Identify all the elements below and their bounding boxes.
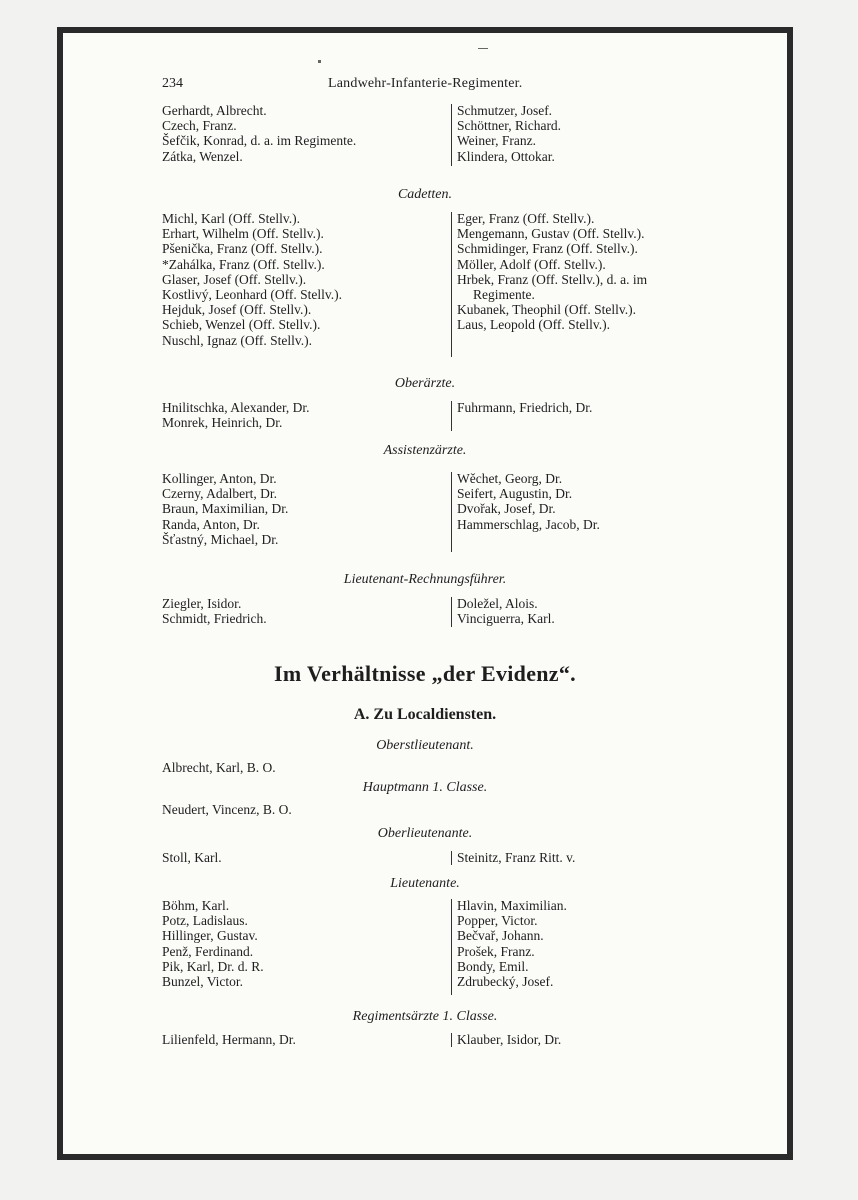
top-list-right (457, 103, 561, 164)
list-item: Stoll, Karl. (162, 850, 222, 865)
rechnungsfuehrer-list-left (162, 596, 267, 626)
column-divider (451, 472, 452, 552)
list-item: Dvořak, Josef, Dr. (457, 501, 556, 517)
list-item: Glaser, Josef (Off. Stellv.). (162, 271, 307, 287)
list-item: Randa, Anton, Dr. (162, 516, 260, 532)
column-divider (451, 899, 452, 995)
cadetten-list-right (457, 211, 647, 333)
list-item: Mengemann, Gustav (Off. Stellv.). (457, 226, 645, 242)
list-item: Eger, Franz (Off. Stellv.). (457, 211, 595, 226)
list-item: Ziegler, Isidor. (162, 596, 242, 611)
list-item: Schöttner, Richard. (457, 118, 562, 134)
page-number: 234 (162, 76, 183, 91)
scan-dot (318, 60, 321, 63)
list-item: Schmutzer, Josef. (457, 103, 553, 118)
list-item: Zdrubecký, Josef. (457, 974, 554, 990)
list-item: Czech, Franz. (162, 118, 237, 134)
oberaerzte-list-left (162, 400, 310, 430)
list-item: Pšenička, Franz (Off. Stellv.). (162, 241, 323, 257)
section-title-regimentsaerzte: Regimentsärzte 1. Classe. (352, 1009, 498, 1024)
list-item: Hejduk, Josef (Off. Stellv.). (162, 302, 312, 318)
column-divider (451, 401, 452, 431)
lieutenante-list-right (457, 898, 567, 989)
list-item: Schmidinger, Franz (Off. Stellv.). (457, 241, 638, 257)
section-title-assistenzaerzte: Assistenzärzte. (383, 443, 467, 458)
list-item: Laus, Leopold (Off. Stellv.). (457, 317, 610, 333)
oberaerzte-list-right (457, 400, 592, 415)
list-item: Hillinger, Gustav. (162, 928, 258, 944)
list-item: Nuschl, Ignaz (Off. Stellv.). (162, 332, 312, 348)
list-item: Bunzel, Victor. (162, 974, 244, 990)
section-title-oberlieutenante: Oberlieutenante. (377, 826, 473, 841)
list-item: Doležel, Alois. (457, 596, 538, 611)
heading-evidenz: Im Verhältnisse „der Evidenz“. (274, 661, 576, 686)
lieutenante-list-left (162, 898, 264, 989)
list-item: Kollinger, Anton, Dr. (162, 471, 277, 486)
list-item: Pik, Karl, Dr. d. R. (162, 958, 264, 974)
section-title-cadetten: Cadetten. (397, 187, 453, 202)
list-item: Popper, Victor. (457, 913, 538, 929)
list-item: Hnilitschka, Alexander, Dr. (162, 400, 310, 415)
list-item: Hlavin, Maximilian. (457, 898, 567, 913)
list-item: Seifert, Augustin, Dr. (457, 486, 573, 502)
list-item: Weiner, Franz. (457, 133, 536, 149)
list-item: Czerny, Adalbert, Dr. (162, 486, 277, 502)
list-item: Neudert, Vincenz, B. O. (162, 802, 292, 817)
list-item: Fuhrmann, Friedrich, Dr. (457, 400, 593, 415)
column-divider (451, 1033, 452, 1047)
rechnungsfuehrer-list-right (457, 596, 555, 626)
list-item: Klauber, Isidor, Dr. (457, 1032, 562, 1047)
section-title-rechnungsfuehrer: Lieutenant-Rechnungsführer. (343, 572, 507, 587)
scan-dot (478, 48, 488, 49)
list-item: Möller, Adolf (Off. Stellv.). (457, 256, 606, 272)
list-item: Hrbek, Franz (Off. Stellv.), d. a. im (457, 271, 648, 287)
list-item: Böhm, Karl. (162, 898, 230, 913)
list-item: Penž, Ferdinand. (162, 943, 254, 959)
list-item: Michl, Karl (Off. Stellv.). (162, 211, 300, 226)
cadetten-list-left (162, 211, 342, 348)
top-list-left (162, 103, 356, 164)
list-item: *Zahálka, Franz (Off. Stellv.). (162, 256, 325, 272)
list-item: Prošek, Franz. (457, 943, 535, 959)
list-item: Kostlivý, Leonhard (Off. Stellv.). (162, 287, 342, 303)
running-title: Landwehr-Infanterie-Regimenter. (328, 76, 523, 91)
list-item: Regimente. (473, 287, 535, 303)
column-divider (451, 851, 452, 865)
list-item: Lilienfeld, Hermann, Dr. (162, 1032, 296, 1047)
list-item: Bečvař, Johann. (457, 928, 544, 944)
assistenzaerzte-list-right (457, 471, 600, 532)
list-item: Wěchet, Georg, Dr. (457, 471, 563, 486)
list-item: Gerhardt, Albrecht. (162, 103, 267, 118)
list-item: Potz, Ladislaus. (162, 913, 248, 929)
assistenzaerzte-list-left (162, 471, 288, 547)
section-title-oberaerzte: Oberärzte. (394, 376, 456, 391)
subheading-localdienste: A. Zu Localdiensten. (353, 706, 497, 723)
list-item: Bondy, Emil. (457, 958, 529, 974)
column-divider (451, 212, 452, 357)
list-item: Steinitz, Franz Ritt. v. (457, 850, 576, 865)
section-title-hauptmann: Hauptmann 1. Classe. (362, 780, 488, 795)
list-item: Hammerschlag, Jacob, Dr. (457, 516, 600, 532)
list-item: Zátka, Wenzel. (162, 148, 243, 164)
list-item: Schieb, Wenzel (Off. Stellv.). (162, 317, 321, 333)
section-title-lieutenante: Lieutenante. (390, 876, 460, 891)
list-item: Monrek, Heinrich, Dr. (162, 415, 283, 431)
list-item: Albrecht, Karl, B. O. (162, 760, 276, 775)
list-item: Erhart, Wilhelm (Off. Stellv.). (162, 226, 324, 242)
list-item: Šefčik, Konrad, d. a. im Regimente. (162, 133, 357, 149)
column-divider (451, 597, 452, 627)
list-item: Braun, Maximilian, Dr. (162, 501, 289, 517)
list-item: Klindera, Ottokar. (457, 148, 555, 164)
list-item: Schmidt, Friedrich. (162, 611, 267, 627)
list-item: Vinciguerra, Karl. (457, 611, 555, 627)
list-item: Šťastný, Michael, Dr. (162, 531, 279, 547)
list-item: Kubanek, Theophil (Off. Stellv.). (457, 302, 636, 318)
section-title-oberstlieutenant: Oberstlieutenant. (376, 738, 474, 753)
column-divider (451, 104, 452, 166)
